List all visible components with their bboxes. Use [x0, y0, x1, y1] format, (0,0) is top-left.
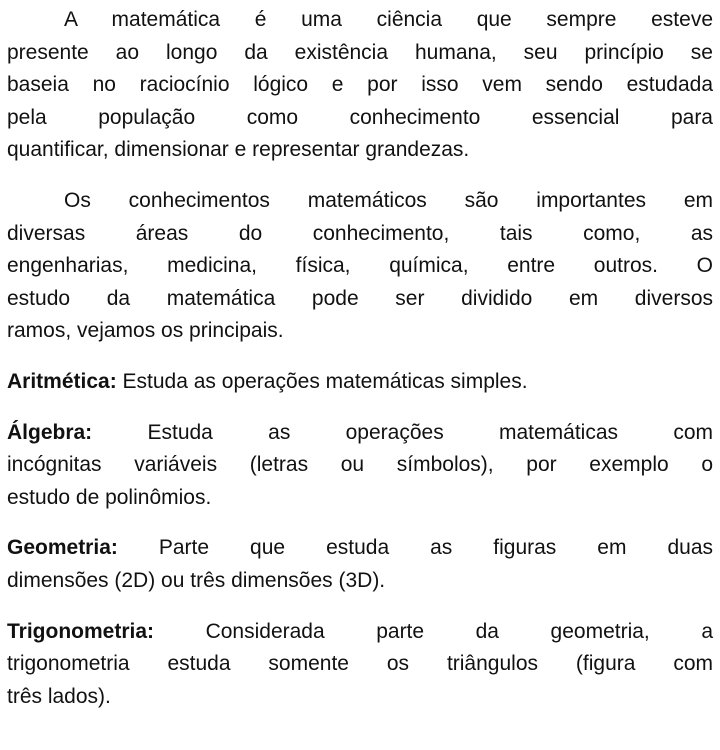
line-text: Considerada parte da geometria, a: [154, 619, 713, 643]
line-text: estudo de polinômios.: [7, 485, 212, 509]
text-line: [7, 69, 713, 102]
term-label: Álgebra:: [7, 420, 93, 444]
line-text: ramos, vejamos os principais.: [7, 319, 284, 343]
term-label: Geometria:: [7, 536, 118, 560]
text-line: [7, 449, 713, 482]
text-line: [7, 218, 713, 251]
definition-paragraph: [7, 616, 713, 714]
line-text: incógnitas variáveis (letras ou símbolos), por exemplo o: [7, 453, 713, 477]
text-line: [7, 250, 713, 283]
text-line: [7, 565, 713, 598]
text-line: [7, 4, 713, 37]
text-line: [7, 417, 713, 450]
term-label: Aritmética:: [7, 369, 117, 393]
line-text: dimensões (2D) ou três dimensões (3D).: [7, 568, 386, 592]
line-text: três lados).: [7, 684, 111, 708]
line-text: Os conhecimentos matemáticos são importantes em: [64, 188, 713, 212]
line-text: engenharias, medicina, física, química, entre outros. O: [7, 254, 713, 278]
line-text: Estuda as operações matemáticas com: [92, 420, 713, 444]
document-body: [7, 4, 713, 731]
line-text: Parte que estuda as figuras em duas: [117, 536, 713, 560]
body-paragraph: [7, 4, 713, 167]
definition-paragraph: [7, 366, 713, 399]
text-line: [7, 102, 713, 135]
term-label: Trigonometria:: [7, 619, 155, 643]
text-line: [7, 315, 713, 348]
text-line: [7, 532, 713, 565]
text-line: [7, 185, 713, 218]
line-text: presente ao longo da existência humana, seu princípio se: [7, 40, 713, 64]
body-paragraph: [7, 185, 713, 348]
text-line: [7, 681, 713, 714]
text-line: [7, 366, 713, 399]
text-line: [7, 482, 713, 515]
line-text: estudo da matemática pode ser dividido em diversos: [7, 286, 713, 310]
line-text: baseia no raciocínio lógico e por isso vem sendo estudada: [7, 73, 713, 97]
line-text: quantificar, dimensionar e representar grandezas.: [7, 138, 470, 162]
definition-paragraph: [7, 417, 713, 515]
line-text: A matemática é uma ciência que sempre esteve: [64, 8, 713, 31]
definition-paragraph: [7, 532, 713, 597]
text-line: [7, 37, 713, 70]
text-line: [7, 616, 713, 649]
line-text: trigonometria estuda somente os triângulos (figura com: [7, 652, 713, 676]
line-text: Estuda as operações matemáticas simples.: [116, 369, 528, 393]
text-line: [7, 134, 713, 167]
line-text: pela população como conhecimento essencial para: [7, 105, 713, 129]
text-line: [7, 283, 713, 316]
text-line: [7, 648, 713, 681]
line-text: diversas áreas do conhecimento, tais como, as: [7, 221, 713, 245]
